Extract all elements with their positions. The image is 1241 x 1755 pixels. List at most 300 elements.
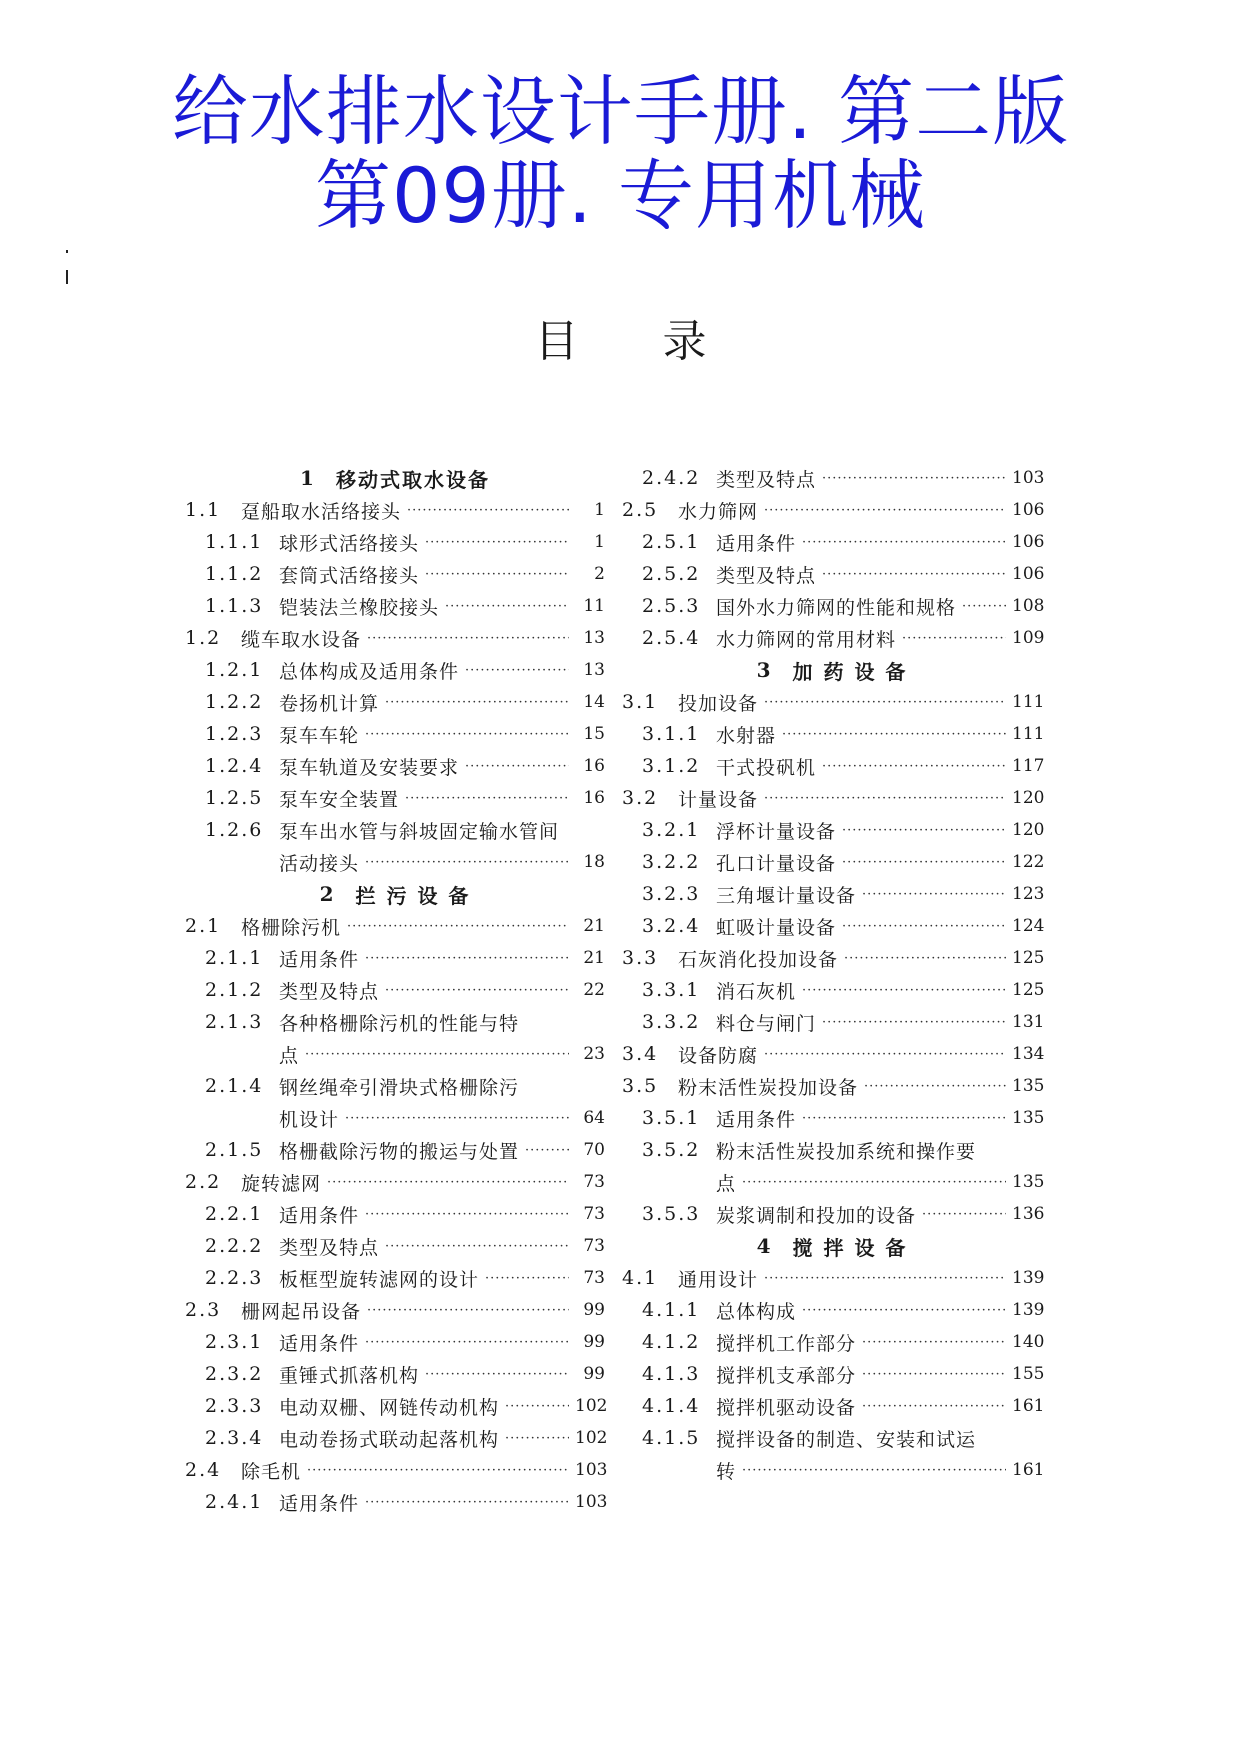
section-title: 总体构成 <box>716 1300 797 1323</box>
section-title: 通用设计 <box>678 1268 759 1291</box>
section-number: 3.5 <box>622 1075 659 1097</box>
dot-leader <box>407 503 569 518</box>
section-title: 转 <box>716 1460 737 1483</box>
page-number: 120 <box>1012 788 1045 808</box>
page-number: 103 <box>1012 468 1045 488</box>
chapter-title: 移动式取水设备 <box>335 467 490 492</box>
section-title: 旋转滤网 <box>241 1172 322 1195</box>
section-title: 石灰消化投加设备 <box>678 948 839 971</box>
toc-entry[interactable] <box>185 1358 605 1390</box>
toc-entry[interactable] <box>185 1486 608 1518</box>
toc-entry[interactable] <box>185 718 605 750</box>
page-number: 11 <box>583 596 605 616</box>
section-number: 3.2.3 <box>642 883 701 905</box>
section-number: 2.4 <box>185 1459 222 1481</box>
dot-leader <box>962 599 1006 614</box>
page-number: 73 <box>583 1204 605 1224</box>
toc-entry-continuation[interactable] <box>185 846 605 878</box>
section-title: 泵车轨道及安装要求 <box>279 756 460 779</box>
toc-entry[interactable] <box>622 1326 1045 1358</box>
toc-entry[interactable] <box>622 1134 1042 1166</box>
section-number: 1.2.1 <box>205 659 264 681</box>
section-number: 1.2.6 <box>205 819 264 841</box>
page-number: 131 <box>1012 1012 1045 1032</box>
page-number: 125 <box>1012 980 1045 1000</box>
dot-leader <box>862 1399 1006 1414</box>
page-number: 99 <box>583 1332 605 1352</box>
section-title: 栅网起吊设备 <box>241 1300 362 1323</box>
page-number: 2 <box>594 564 605 584</box>
dot-leader <box>405 791 569 806</box>
section-title: 粉末活性炭投加系统和操作要 <box>716 1140 977 1163</box>
toc-entry[interactable] <box>622 1198 1045 1230</box>
dot-leader <box>764 1047 1006 1062</box>
toc-entry[interactable] <box>622 974 1045 1006</box>
section-title: 消石灰机 <box>716 980 797 1003</box>
page-number: 73 <box>583 1236 605 1256</box>
section-number: 3.2.1 <box>642 819 701 841</box>
dot-leader <box>425 567 569 582</box>
page-number: 139 <box>1012 1300 1045 1320</box>
dot-leader <box>365 1335 569 1350</box>
dot-leader <box>505 1399 569 1414</box>
section-number: 4.1.4 <box>642 1395 701 1417</box>
page-number: 16 <box>583 788 605 808</box>
toc-chapter-heading <box>185 462 605 494</box>
section-title: 类型及特点 <box>279 1236 380 1259</box>
section-title: 卷扬机计算 <box>279 692 380 715</box>
page-number: 108 <box>1012 596 1045 616</box>
dot-leader <box>367 631 569 646</box>
page-number: 139 <box>1012 1268 1045 1288</box>
toc-entry[interactable] <box>622 494 1045 526</box>
page-number: 14 <box>583 692 605 712</box>
section-number: 2.3.2 <box>205 1363 264 1385</box>
chapter-number: 1 <box>300 466 316 490</box>
section-number: 2.2.1 <box>205 1203 264 1225</box>
section-number: 2.1.5 <box>205 1139 264 1161</box>
section-number: 4.1.1 <box>642 1299 701 1321</box>
toc-entry[interactable] <box>622 1262 1045 1294</box>
toc-entry[interactable] <box>185 1166 605 1198</box>
page-number: 106 <box>1012 532 1045 552</box>
section-number: 4.1.2 <box>642 1331 701 1353</box>
page-number: 135 <box>1012 1076 1045 1096</box>
toc-entry[interactable] <box>185 1262 605 1294</box>
section-title: 类型及特点 <box>716 468 817 491</box>
toc-chapter-heading <box>185 878 605 910</box>
page-number: 15 <box>583 724 605 744</box>
dot-leader <box>307 1463 569 1478</box>
section-number: 2.4.1 <box>205 1491 264 1513</box>
toc-entry-continuation[interactable] <box>622 1166 1045 1198</box>
toc-entry[interactable] <box>185 494 605 526</box>
page-number: 1 <box>594 532 605 552</box>
page-number: 21 <box>583 948 605 968</box>
section-title: 活动接头 <box>279 852 360 875</box>
section-title: 水射器 <box>716 724 777 747</box>
section-number: 4.1.3 <box>642 1363 701 1385</box>
dot-leader <box>445 599 569 614</box>
dot-leader <box>365 1207 569 1222</box>
page-number: 111 <box>1012 724 1045 744</box>
section-number: 2.1.4 <box>205 1075 264 1097</box>
section-title: 适用条件 <box>279 1492 360 1515</box>
page-number: 109 <box>1012 628 1045 648</box>
dot-leader <box>842 823 1006 838</box>
section-title: 泵车车轮 <box>279 724 360 747</box>
section-title: 搅拌设备的制造、安装和试运 <box>716 1428 977 1451</box>
page-number: 16 <box>583 756 605 776</box>
dot-leader <box>844 951 1006 966</box>
dot-leader <box>922 1207 1006 1222</box>
dot-leader <box>802 983 1006 998</box>
section-title: 适用条件 <box>716 532 797 555</box>
section-title: 总体构成及适用条件 <box>279 660 460 683</box>
margin-mark <box>66 250 68 253</box>
toc-entry[interactable] <box>622 1422 1042 1454</box>
dot-leader <box>347 919 569 934</box>
section-number: 2.1 <box>185 915 222 937</box>
section-number: 1.2.4 <box>205 755 264 777</box>
section-number: 3.3.2 <box>642 1011 701 1033</box>
toc-entry[interactable] <box>185 814 605 846</box>
dot-leader <box>802 535 1006 550</box>
section-number: 4.1.5 <box>642 1427 701 1449</box>
page-number: 73 <box>583 1172 605 1192</box>
section-number: 3.2.2 <box>642 851 701 873</box>
section-number: 2.3.1 <box>205 1331 264 1353</box>
page-number: 124 <box>1012 916 1045 936</box>
section-title: 粉末活性炭投加设备 <box>678 1076 859 1099</box>
dot-leader <box>365 1495 569 1510</box>
section-title: 三角堰计量设备 <box>716 884 857 907</box>
toc-entry[interactable] <box>622 846 1045 878</box>
section-number: 1.2.3 <box>205 723 264 745</box>
toc-entry[interactable] <box>622 686 1045 718</box>
toc-entry-continuation[interactable] <box>185 1102 605 1134</box>
toc-entry[interactable] <box>622 878 1045 910</box>
toc-entry[interactable] <box>185 686 605 718</box>
dot-leader <box>385 983 569 998</box>
section-title: 铠装法兰橡胶接头 <box>279 596 440 619</box>
dot-leader <box>525 1143 569 1158</box>
chapter-number: 4 <box>756 1234 773 1258</box>
page-number: 155 <box>1012 1364 1045 1384</box>
section-title: 泵车安全装置 <box>279 788 400 811</box>
section-number: 2.1.3 <box>205 1011 264 1033</box>
section-title: 点 <box>279 1044 300 1067</box>
page-number: 18 <box>583 852 605 872</box>
dot-leader <box>465 759 569 774</box>
section-title: 水力筛网的常用材料 <box>716 628 897 651</box>
toc-entry[interactable] <box>185 526 605 558</box>
toc-entry[interactable] <box>622 1390 1045 1422</box>
section-number: 2.5.2 <box>642 563 701 585</box>
section-number: 3.5.3 <box>642 1203 701 1225</box>
section-title: 虹吸计量设备 <box>716 916 837 939</box>
section-title: 搅拌机工作部分 <box>716 1332 857 1355</box>
toc-column-right <box>622 462 1045 1486</box>
section-title: 电动卷扬式联动起落机构 <box>279 1428 500 1451</box>
page-number: 135 <box>1012 1108 1045 1128</box>
toc-entry[interactable] <box>185 558 605 590</box>
dot-leader <box>822 759 1006 774</box>
toc-entry[interactable] <box>622 1294 1045 1326</box>
toc-entry[interactable] <box>185 974 605 1006</box>
page-number: 1 <box>594 500 605 520</box>
section-title: 料仓与闸门 <box>716 1012 817 1035</box>
chapter-number: 3 <box>756 658 773 682</box>
dot-leader <box>465 663 569 678</box>
page-number: 161 <box>1012 1396 1045 1416</box>
section-number: 1.1.1 <box>205 531 264 553</box>
toc-entry[interactable] <box>622 558 1045 590</box>
dot-leader <box>862 1335 1006 1350</box>
toc-entry[interactable] <box>622 1006 1045 1038</box>
section-title: 适用条件 <box>279 1204 360 1227</box>
dot-leader <box>822 471 1006 486</box>
section-number: 3.5.1 <box>642 1107 701 1129</box>
toc-entry[interactable] <box>622 590 1045 622</box>
section-title: 板框型旋转滤网的设计 <box>279 1268 480 1291</box>
dot-leader <box>782 727 1006 742</box>
section-title: 干式投矾机 <box>716 756 817 779</box>
dot-leader <box>822 567 1006 582</box>
section-number: 3.1.1 <box>642 723 701 745</box>
section-number: 3.4 <box>622 1043 659 1065</box>
section-title: 重锤式抓落机构 <box>279 1364 420 1387</box>
dot-leader <box>505 1431 569 1446</box>
dot-leader <box>425 535 569 550</box>
dot-leader <box>802 1303 1006 1318</box>
section-number: 2.3.3 <box>205 1395 264 1417</box>
section-number: 2.5 <box>622 499 659 521</box>
page-number: 102 <box>575 1396 608 1416</box>
toc-entry[interactable] <box>622 462 1045 494</box>
toc-entry[interactable] <box>622 1070 1045 1102</box>
section-number: 2.1.1 <box>205 947 264 969</box>
page-number: 135 <box>1012 1172 1045 1192</box>
page-number: 99 <box>583 1364 605 1384</box>
section-title: 钢丝绳牵引滑块式格栅除污 <box>279 1076 520 1099</box>
page-number: 106 <box>1012 564 1045 584</box>
section-number: 2.2.3 <box>205 1267 264 1289</box>
section-title: 类型及特点 <box>279 980 380 1003</box>
dot-leader <box>822 1015 1006 1030</box>
toc-entry[interactable] <box>622 782 1045 814</box>
page-number: 64 <box>583 1108 605 1128</box>
section-number: 3.2 <box>622 787 659 809</box>
page-number: 125 <box>1012 948 1045 968</box>
page-number: 13 <box>583 628 605 648</box>
section-number: 2.3 <box>185 1299 222 1321</box>
page-number: 106 <box>1012 500 1045 520</box>
section-number: 4.1 <box>622 1267 659 1289</box>
dot-leader <box>365 855 569 870</box>
page-number: 161 <box>1012 1460 1045 1480</box>
section-title: 国外水力筛网的性能和规格 <box>716 596 957 619</box>
section-title: 点 <box>716 1172 737 1195</box>
toc-chapter-heading <box>622 1230 1042 1262</box>
page-number: 22 <box>583 980 605 1000</box>
page-number: 73 <box>583 1268 605 1288</box>
dot-leader <box>345 1111 569 1126</box>
chapter-title: 加 药 设 备 <box>792 659 908 684</box>
dot-leader <box>365 727 569 742</box>
toc-entry[interactable] <box>622 750 1045 782</box>
toc-entry[interactable] <box>185 1294 605 1326</box>
section-title: 投加设备 <box>678 692 759 715</box>
toc-entry[interactable] <box>185 1454 608 1486</box>
dot-leader <box>365 951 569 966</box>
toc-entry[interactable] <box>185 1390 608 1422</box>
section-title: 各种格栅除污机的性能与特 <box>279 1012 520 1035</box>
dot-leader <box>842 919 1006 934</box>
toc-entry[interactable] <box>185 942 605 974</box>
page-number: 117 <box>1012 756 1045 776</box>
title-line-1: 给水排水设计手册. 第二版 <box>171 67 1070 156</box>
section-title: 泵车出水管与斜坡固定输水管间 <box>279 820 560 843</box>
section-number: 1.1 <box>185 499 222 521</box>
dot-leader <box>764 695 1006 710</box>
section-title: 格栅除污机 <box>241 916 342 939</box>
toc-entry[interactable] <box>185 910 605 942</box>
toc-entry-continuation[interactable] <box>185 1038 605 1070</box>
section-number: 2.3.4 <box>205 1427 264 1449</box>
toc-entry[interactable] <box>185 590 605 622</box>
toc-entry[interactable] <box>622 1038 1045 1070</box>
section-number: 1.2.5 <box>205 787 264 809</box>
section-number: 1.1.3 <box>205 595 264 617</box>
section-title: 球形式活络接头 <box>279 532 420 555</box>
section-number: 2.2 <box>185 1171 222 1193</box>
section-number: 2.5.3 <box>642 595 701 617</box>
dot-leader <box>764 1271 1006 1286</box>
section-title: 计量设备 <box>678 788 759 811</box>
title-line-2: 第09册. 专用机械 <box>314 151 927 240</box>
section-number: 3.1 <box>622 691 659 713</box>
dot-leader <box>385 695 569 710</box>
toc-column-left <box>185 462 608 1518</box>
dot-leader <box>327 1175 569 1190</box>
section-number: 3.2.4 <box>642 915 701 937</box>
section-number: 2.5.1 <box>642 531 701 553</box>
section-number: 3.5.2 <box>642 1139 701 1161</box>
document-title <box>0 67 1241 240</box>
page-number: 102 <box>575 1428 608 1448</box>
page-number: 123 <box>1012 884 1045 904</box>
section-number: 2.2.2 <box>205 1235 264 1257</box>
toc-chapter-heading <box>622 654 1042 686</box>
dot-leader <box>742 1175 1006 1190</box>
page-number: 120 <box>1012 820 1045 840</box>
section-title: 类型及特点 <box>716 564 817 587</box>
toc-heading: 目录 <box>534 316 791 367</box>
section-title: 电动双栅、网链传动机构 <box>279 1396 500 1419</box>
toc-entry[interactable] <box>185 1006 605 1038</box>
toc-entry-continuation[interactable] <box>622 1454 1045 1486</box>
section-title: 适用条件 <box>716 1108 797 1131</box>
section-title: 搅拌机驱动设备 <box>716 1396 857 1419</box>
dot-leader <box>425 1367 569 1382</box>
section-title: 设备防腐 <box>678 1044 759 1067</box>
toc-entry[interactable] <box>185 1422 608 1454</box>
section-title: 炭浆调制和投加的设备 <box>716 1204 917 1227</box>
section-number: 2.4.2 <box>642 467 701 489</box>
toc-entry[interactable] <box>185 1198 605 1230</box>
section-title: 水力筛网 <box>678 500 759 523</box>
toc-entry[interactable] <box>185 1134 605 1166</box>
toc-entry[interactable] <box>622 526 1045 558</box>
dot-leader <box>305 1047 569 1062</box>
page-number: 23 <box>583 1044 605 1064</box>
page-number: 111 <box>1012 692 1045 712</box>
dot-leader <box>367 1303 569 1318</box>
page-number: 13 <box>583 660 605 680</box>
section-number: 3.3 <box>622 947 659 969</box>
dot-leader <box>385 1239 569 1254</box>
chapter-title: 搅 拌 设 备 <box>792 1235 908 1260</box>
toc-entry[interactable] <box>185 1230 605 1262</box>
toc-entry[interactable] <box>185 1326 605 1358</box>
toc-entry[interactable] <box>622 622 1045 654</box>
dot-leader <box>742 1463 1006 1478</box>
section-title: 适用条件 <box>279 948 360 971</box>
toc-entry[interactable] <box>185 750 605 782</box>
toc-entry[interactable] <box>622 1358 1045 1390</box>
dot-leader <box>802 1111 1006 1126</box>
page-number: 99 <box>583 1300 605 1320</box>
toc-entry[interactable] <box>185 622 605 654</box>
section-title: 格栅截除污物的搬运与处置 <box>279 1140 520 1163</box>
section-number: 3.3.1 <box>642 979 701 1001</box>
chapter-number: 2 <box>319 882 336 906</box>
section-title: 机设计 <box>279 1108 340 1131</box>
section-number: 3.1.2 <box>642 755 701 777</box>
dot-leader <box>842 855 1006 870</box>
section-title: 适用条件 <box>279 1332 360 1355</box>
toc-entry[interactable] <box>622 910 1045 942</box>
section-number: 1.2.2 <box>205 691 264 713</box>
page-number: 21 <box>583 916 605 936</box>
page-number: 140 <box>1012 1332 1045 1352</box>
toc-entry[interactable] <box>185 782 605 814</box>
dot-leader <box>485 1271 569 1286</box>
toc-entry[interactable] <box>185 654 605 686</box>
section-title: 孔口计量设备 <box>716 852 837 875</box>
toc-entry[interactable] <box>622 718 1045 750</box>
dot-leader <box>864 1079 1006 1094</box>
toc-entry[interactable] <box>622 942 1045 974</box>
page-number: 103 <box>575 1460 608 1480</box>
section-number: 1.1.2 <box>205 563 264 585</box>
page-number: 134 <box>1012 1044 1045 1064</box>
section-number: 2.1.2 <box>205 979 264 1001</box>
dot-leader <box>862 1367 1006 1382</box>
page-number: 103 <box>575 1492 608 1512</box>
dot-leader <box>764 791 1006 806</box>
section-number: 2.5.4 <box>642 627 701 649</box>
toc-entry[interactable] <box>622 1102 1045 1134</box>
section-title: 搅拌机支承部分 <box>716 1364 857 1387</box>
section-title: 浮杯计量设备 <box>716 820 837 843</box>
dot-leader <box>764 503 1006 518</box>
toc-entry[interactable] <box>622 814 1045 846</box>
section-title: 除毛机 <box>241 1460 302 1483</box>
toc-entry[interactable] <box>185 1070 605 1102</box>
page-number: 136 <box>1012 1204 1045 1224</box>
